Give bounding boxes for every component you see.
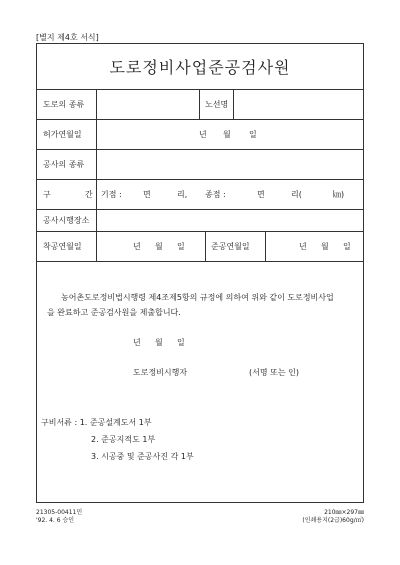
permit-year-unit: 년 xyxy=(199,130,207,139)
form-frame xyxy=(36,43,364,503)
ri-1: 리, xyxy=(177,190,188,199)
footer-paper-spec: (인쇄용지(2급)60g/㎡) xyxy=(302,517,364,524)
footer-approval-date: '92. 4. 6 승인 xyxy=(36,517,75,524)
myeon-1: 면 xyxy=(143,190,151,199)
form-number-label: [별지 제4호 서식] xyxy=(36,33,99,42)
section-label xyxy=(37,180,97,209)
row-permit-date xyxy=(37,120,363,150)
section-label-start: 구 xyxy=(43,190,51,199)
completion-date-label: 준공연월일 xyxy=(211,242,250,251)
attachments-label: 구비서류 : 1. 준공설계도서 1부 xyxy=(41,418,152,427)
start-date-label: 착공연월일 xyxy=(37,232,97,261)
ri-2: 리( xyxy=(291,190,302,199)
km-unit: ㎞) xyxy=(333,190,345,199)
footer-paper-size: 210㎜×297㎜ xyxy=(324,509,364,516)
row-work-type xyxy=(37,150,363,180)
start-point-label: 기점 : xyxy=(101,190,122,199)
permit-date-label: 허가연월일 xyxy=(37,120,97,149)
completion-year-unit: 년 xyxy=(299,242,307,251)
start-year-unit: 년 xyxy=(133,242,141,251)
divider xyxy=(205,232,206,261)
permit-month-unit: 월 xyxy=(223,130,231,139)
form-title: 도로정비사업준공검사원 xyxy=(37,44,363,90)
row-section xyxy=(37,180,363,210)
road-type-label: 도로의 종류 xyxy=(37,90,97,119)
footer-left xyxy=(36,509,82,525)
footer-form-code: 21305-00411민 xyxy=(36,509,83,516)
submit-day-unit: 일 xyxy=(177,338,185,347)
divider xyxy=(265,232,266,261)
applicant-label: 도로정비시행자 xyxy=(133,368,188,377)
myeon-2: 면 xyxy=(257,190,265,199)
submit-month-unit: 월 xyxy=(155,338,163,347)
divider xyxy=(199,90,200,119)
permit-day-unit: 일 xyxy=(249,130,257,139)
route-name-label: 노선명 xyxy=(205,100,229,109)
body-paragraph-line2: 을 완료하고 준공검사원을 제출합니다. xyxy=(47,308,181,317)
attachment-3: 3. 시공중 및 준공사진 각 1부 xyxy=(91,452,194,461)
signature-label: (서명 또는 인) xyxy=(249,368,299,377)
body-paragraph-line1: 농어촌도로정비법시행령 제4조제5항의 규정에 의하여 위와 같이 도로정비사업 xyxy=(61,293,334,302)
completion-month-unit: 월 xyxy=(321,242,329,251)
submit-year-unit: 년 xyxy=(133,338,141,347)
start-month-unit: 월 xyxy=(155,242,163,251)
end-point-label: 종점 : xyxy=(205,190,226,199)
work-site-label: 공사시행장소 xyxy=(37,210,97,231)
completion-day-unit: 일 xyxy=(343,242,351,251)
work-type-label: 공사의 종류 xyxy=(37,150,97,179)
divider xyxy=(233,90,234,119)
row-work-site xyxy=(37,210,363,232)
footer-right xyxy=(302,509,364,525)
section-label-end: 간 xyxy=(85,190,93,199)
row-road-type xyxy=(37,90,363,120)
attachment-2: 2. 준공지적도 1부 xyxy=(91,435,156,444)
start-day-unit: 일 xyxy=(177,242,185,251)
row-dates xyxy=(37,232,363,262)
